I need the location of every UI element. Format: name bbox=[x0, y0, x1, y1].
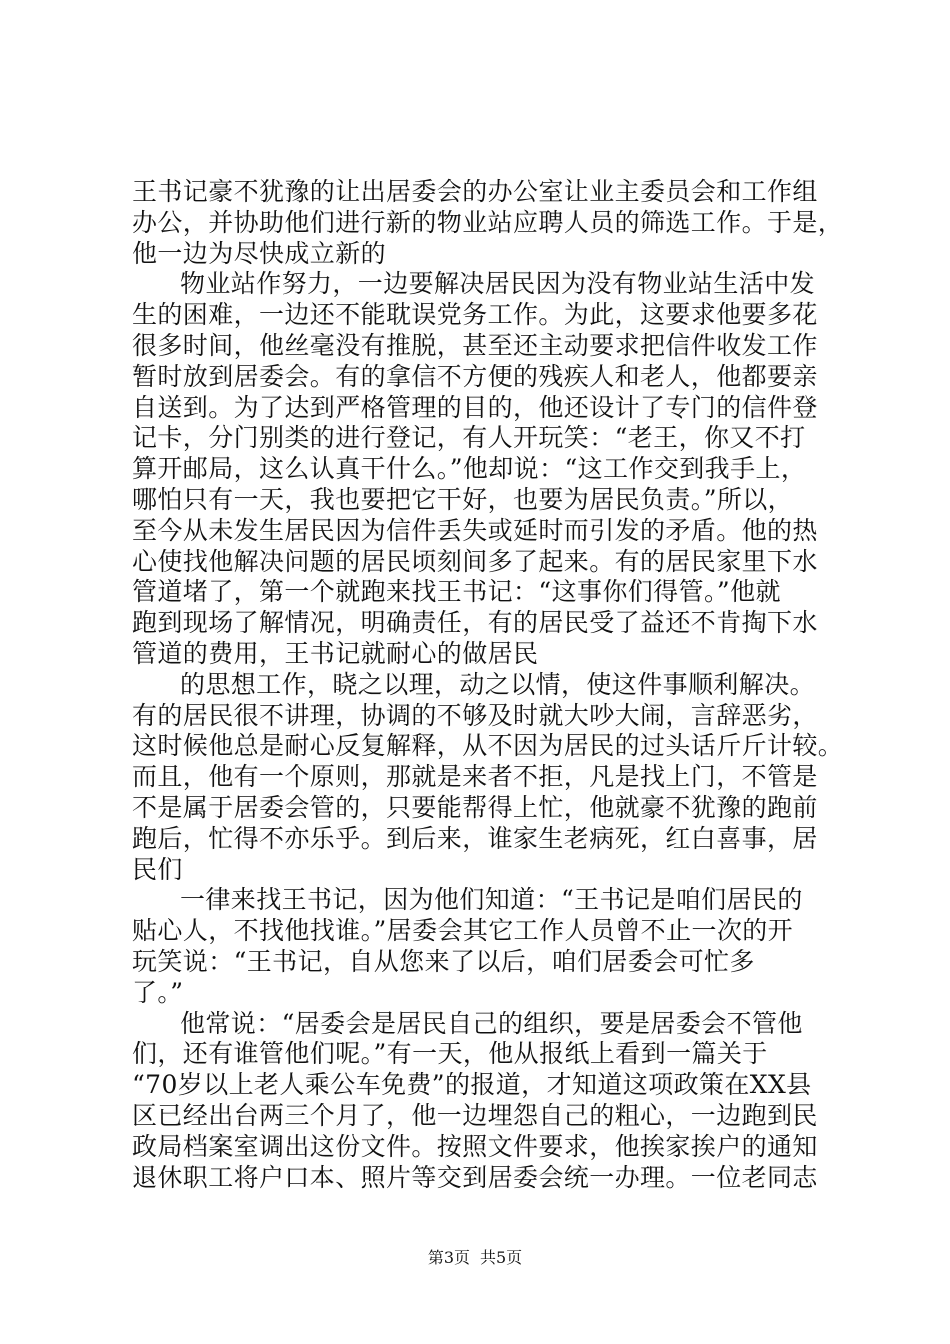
text-line: 民们 bbox=[132, 854, 183, 884]
text-line: 暂时放到居委会。有的拿信不方便的残疾人和老人，他都要亲 bbox=[132, 361, 818, 391]
text-line: 贴心人，不找他找谁。”居委会其它工作人员曾不止一次的开 bbox=[132, 916, 794, 946]
text-line: 玩笑说：“王书记，自从您来了以后，咱们居委会可忙多 bbox=[132, 946, 755, 976]
text-line: 政局档案室调出这份文件。按照文件要求，他挨家挨户的通知 bbox=[132, 1131, 818, 1161]
text-line: 很多时间，他丝毫没有推脱，甚至还主动要求把信件收发工作 bbox=[132, 330, 818, 360]
text-line: 有的居民很不讲理，协调的不够及时就大吵大闹，言辞恶劣， bbox=[132, 700, 818, 730]
text-line: 管道的费用，王书记就耐心的做居民 bbox=[132, 638, 539, 668]
text-line: 算开邮局，这么认真干什么。”他却说：“这工作交到我手上， bbox=[132, 454, 807, 484]
page-total: 共5页 bbox=[480, 1248, 523, 1267]
text-line: 他一边为尽快成立新的 bbox=[132, 238, 387, 268]
text-line: 他常说：“居委会是居民自己的组织，要是居委会不管他 bbox=[180, 1008, 803, 1038]
text-line: 而且，他有一个原则，那就是来者不拒，凡是找上门，不管是 bbox=[132, 762, 818, 792]
text-line: 管道堵了，第一个就跑来找王书记：“这事你们得管。”他就 bbox=[132, 577, 781, 607]
text-line: 办公，并协助他们进行新的物业站应聘人员的筛选工作。于是， bbox=[132, 207, 844, 237]
text-line: 记卡，分门别类的进行登记，有人开玩笑：“老王，你又不打 bbox=[132, 423, 806, 453]
text-line: “70岁以上老人乘公车免费”的报道，才知道这项政策在XX县 bbox=[132, 1070, 812, 1100]
paragraph bbox=[132, 669, 844, 886]
text-line: 一律来找王书记，因为他们知道：“王书记是咱们居民的 bbox=[180, 885, 803, 915]
text-line: 退休职工将户口本、照片等交到居委会统一办理。一位老同志 bbox=[132, 1162, 818, 1192]
text-line: 们，还有谁管他们呢。”有一天，他从报纸上看到一篇关于 bbox=[132, 1039, 768, 1069]
paragraph bbox=[132, 269, 832, 669]
text-line: 哪怕只有一天，我也要把它干好，也要为居民负责。”所以， bbox=[132, 484, 794, 514]
text-line: 生的困难，一边还不能耽误党务工作。为此，这要求他要多花 bbox=[132, 300, 818, 330]
page-number: 第3页 bbox=[427, 1248, 470, 1267]
text-line: 了。” bbox=[132, 977, 184, 1007]
text-line: 跑后，忙得不亦乐乎。到后来，谁家生老病死，红白喜事，居 bbox=[132, 823, 818, 853]
text-line: 自送到。为了达到严格管理的目的，他还设计了专门的信件登 bbox=[132, 392, 818, 422]
paragraph bbox=[132, 885, 832, 1008]
text-line: 的思想工作，晓之以理，动之以情，使这件事顺利解决。 bbox=[180, 669, 816, 699]
text-line: 心使找他解决问题的居民顷刻间多了起来。有的居民家里下水 bbox=[132, 546, 818, 576]
text-line: 跑到现场了解情况，明确责任，有的居民受了益还不肯掏下水 bbox=[132, 608, 818, 638]
document-body bbox=[132, 177, 844, 1193]
page-footer bbox=[0, 1248, 950, 1268]
text-line: 王书记豪不犹豫的让出居委会的办公室让业主委员会和工作组 bbox=[132, 177, 818, 206]
text-line: 这时候他总是耐心反复解释，从不因为居民的过头话斤斤计较。 bbox=[132, 731, 844, 761]
text-line: 物业站作努力，一边要解决居民因为没有物业站生活中发 bbox=[180, 269, 816, 299]
paragraph bbox=[132, 1009, 832, 1194]
text-line: 区已经出台两三个月了，他一边埋怨自己的粗心，一边跑到民 bbox=[132, 1100, 818, 1130]
paragraph bbox=[132, 177, 844, 269]
text-line: 至今从未发生居民因为信件丢失或延时而引发的矛盾。他的热 bbox=[132, 515, 818, 545]
text-line: 不是属于居委会管的，只要能帮得上忙，他就豪不犹豫的跑前 bbox=[132, 792, 818, 822]
